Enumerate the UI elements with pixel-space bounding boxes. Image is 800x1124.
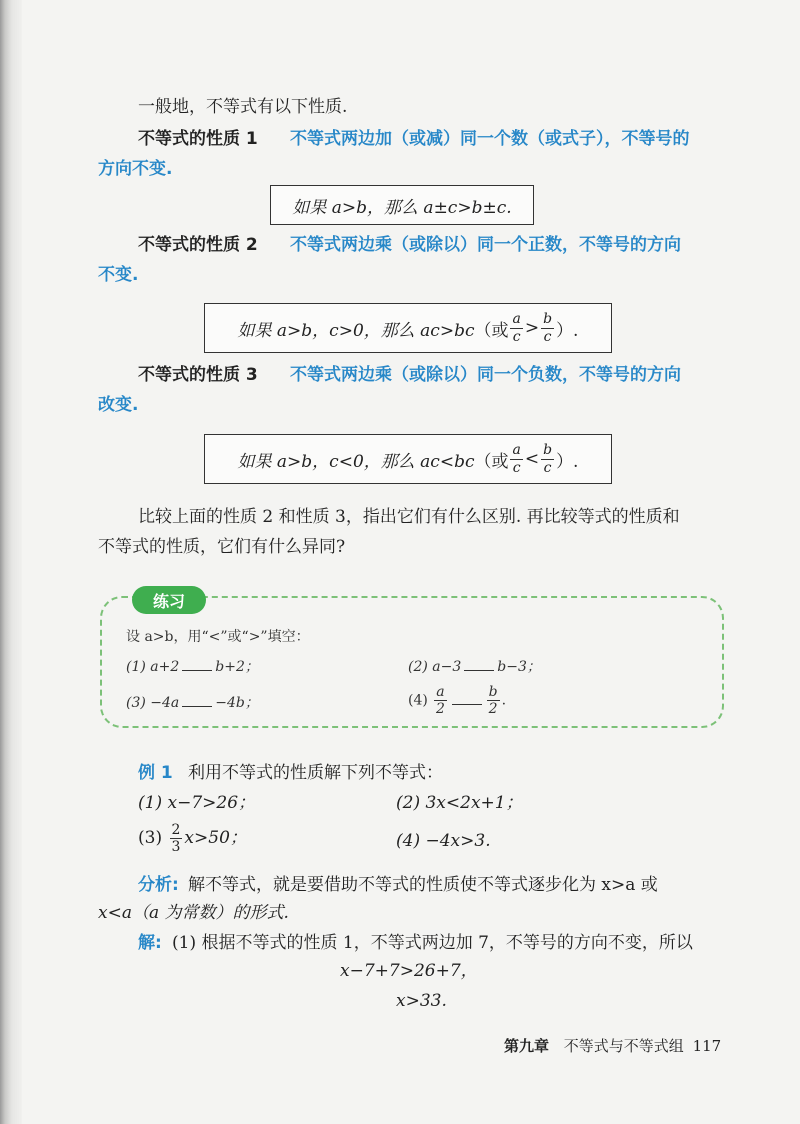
- exercise-item-2: (2) a−3 b−3；: [408, 659, 541, 675]
- property-2-operator: >: [524, 318, 540, 338]
- property-3-title: 不等式的性质 3: [138, 365, 258, 385]
- analysis-label: 分析:: [138, 875, 179, 895]
- analysis-text-line1: 解不等式，就是要借助不等式的性质使不等式逐步化为 x>a 或: [188, 875, 658, 895]
- property-3-fraction-b-over-c: $\frac{b}{c}$: [543, 442, 553, 476]
- solution-label: 解:: [138, 933, 162, 953]
- footer-title: 不等式与不等式组: [563, 1037, 684, 1055]
- property-1-formula-box: [270, 185, 534, 225]
- example-title: 利用不等式的性质解下列不等式：: [188, 763, 443, 783]
- exercise-item-4: (4) $\frac{a}{2}$ $\frac{b}{2}$ .: [408, 684, 507, 718]
- answer-blank: [182, 694, 212, 707]
- example-question-1: (1) x−7>26；: [138, 793, 256, 813]
- property-1-title: 不等式的性质 1: [138, 129, 258, 149]
- property-1-text-line1: 不等式两边加（或减）同一个数（或式子），不等号的: [290, 129, 690, 149]
- answer-blank: [182, 658, 212, 671]
- property-2-open-paren: （或: [474, 320, 509, 341]
- compare-text-line1: 比较上面的性质 2 和性质 3，指出它们有什么区别. 再比较等式的性质和: [138, 507, 680, 527]
- fraction-b-over-2: $\frac{b}{2}$: [488, 684, 498, 718]
- page-number: 117: [692, 1037, 722, 1055]
- property-2-fraction-b-over-c: $\frac{b}{c}$: [543, 311, 553, 345]
- property-1-text-line2: 方向不变.: [98, 159, 173, 179]
- solution-equation-2: x>33.: [396, 991, 447, 1011]
- property-3-formula-box: [204, 434, 612, 484]
- exercise-prompt: 设 a>b，用“<”或“>”填空：: [126, 629, 310, 645]
- exercise-item-3: (3) −4a −4b；: [126, 695, 259, 711]
- solution-text: (1) 根据不等式的性质 1，不等式两边加 7，不等号的方向不变，所以: [172, 933, 693, 953]
- example-question-4: (4) −4x>3.: [396, 831, 491, 851]
- fraction-2-over-3: $\frac{2}{3}$: [171, 822, 181, 856]
- footer-chapter: 第九章: [504, 1037, 550, 1055]
- example-question-3: (3) $\frac{2}{3}$ x>50；: [138, 822, 247, 856]
- property-2-text-line2: 不变.: [98, 265, 139, 285]
- footer: [504, 1038, 721, 1055]
- property-2-formula: 如果 a>b，c>0，那么 ac>bc: [237, 320, 475, 341]
- property-2-title: 不等式的性质 2: [138, 235, 258, 255]
- answer-blank: [452, 692, 482, 705]
- intro-text: 一般地，不等式有以下性质.: [138, 97, 348, 117]
- exercise-tab: 练习: [132, 586, 206, 614]
- answer-blank: [464, 658, 494, 671]
- property-3-formula: 如果 a>b，c<0，那么 ac<bc: [237, 451, 475, 472]
- property-3-text-line2: 改变.: [98, 395, 139, 415]
- property-3-close-paren: ）.: [556, 451, 579, 472]
- property-3-fraction-a-over-c: $\frac{a}{c}$: [512, 442, 521, 476]
- property-3-open-paren: （或: [474, 451, 509, 472]
- property-2-formula-box: [204, 303, 612, 353]
- fraction-a-over-2: $\frac{a}{2}$: [436, 684, 445, 718]
- property-3-operator: <: [524, 449, 540, 469]
- property-2-fraction-a-over-c: $\frac{a}{c}$: [512, 311, 521, 345]
- compare-text-line2: 不等式的性质，它们有什么异同?: [98, 537, 346, 557]
- property-2-text-line1: 不等式两边乘（或除以）同一个正数，不等号的方向: [290, 235, 681, 255]
- example-label: 例 1: [138, 763, 173, 783]
- property-1-formula: 如果 a>b，那么 a±c>b±c.: [292, 197, 512, 218]
- analysis-text-line2: x<a（a 为常数）的形式.: [98, 903, 289, 923]
- property-2-close-paren: ）.: [556, 320, 579, 341]
- example-question-2: (2) 3x<2x+1；: [396, 793, 523, 813]
- property-3-text-line1: 不等式两边乘（或除以）同一个负数，不等号的方向: [290, 365, 681, 385]
- solution-equation-1: x−7+7>26+7，: [340, 961, 478, 981]
- exercise-item-1: (1) a+2 b+2；: [126, 659, 259, 675]
